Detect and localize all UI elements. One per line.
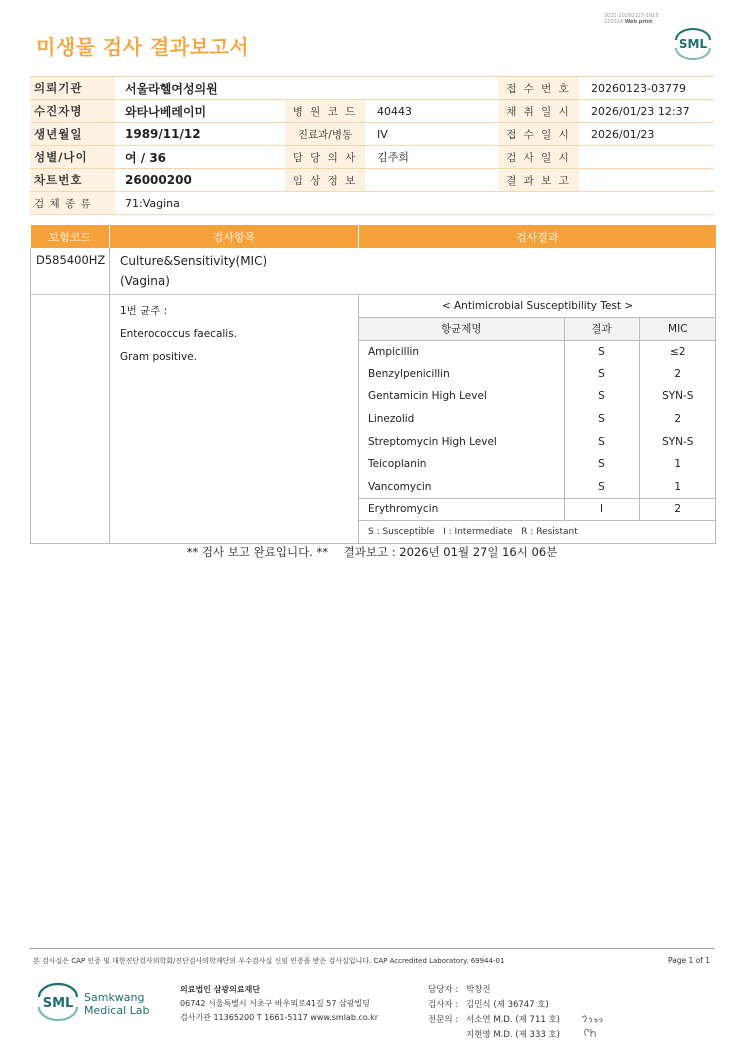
signature-icon: [578, 1010, 608, 1040]
result-report-value: [579, 169, 714, 192]
report-time: 결과보고 : 2026년 01월 27일 16시 06분: [343, 545, 558, 559]
svg-text:SML: SML: [42, 996, 74, 1011]
certification-note: 본 검사실은 CAP 인증 및 대한진단검사의학회/진단검사의학재단의 우수검사실 신임 인증을 받은 검사실입니다. CAP Accredited Laboratory. 69944-01: [33, 957, 505, 965]
web-print-stamp: [604, 13, 659, 25]
ast-row: [359, 476, 716, 499]
lab-name-line2: Medical Lab: [84, 1004, 150, 1017]
department-value: IV: [365, 123, 498, 146]
completion-line: [0, 544, 744, 560]
ast-column-header-row: [359, 317, 716, 340]
result-report-label: 결 과 보 고: [498, 169, 579, 192]
staff-name: 박창진: [466, 985, 491, 995]
ast-mic: 1: [639, 476, 716, 499]
foundation-contact: 검사기관 11365200 T 1661-5117 www.smlab.co.kr: [180, 1013, 379, 1022]
sml-logo-icon: [672, 26, 714, 62]
specimen-value: 71:Vagina: [115, 192, 714, 215]
patient-name-label: 수진자명: [30, 100, 115, 123]
lab-name-line1: Samkwang: [84, 991, 145, 1004]
ast-row: [359, 498, 716, 521]
ast-drug: Vancomycin: [368, 480, 432, 493]
test-result-header: 검사결과: [359, 225, 716, 248]
info-row: [30, 100, 714, 123]
ast-legend: S : Susceptible I : Intermediate R : Resistant: [359, 521, 716, 543]
ast-row: [359, 430, 716, 453]
web-print-code: 220024: [604, 19, 624, 25]
completion-message: ** 검사 보고 완료입니다. **: [186, 545, 328, 559]
ast-row: [359, 453, 716, 476]
insurance-code-header: 보험코드: [31, 225, 110, 248]
ast-row: [359, 408, 716, 431]
results-header-row: [31, 225, 716, 248]
test-date-label: 검 사 일 시: [498, 146, 579, 169]
ast-drug: Ampicillin: [368, 345, 420, 358]
ast-title: < Antimicrobial Susceptibility Test >: [359, 295, 716, 317]
receipt-no-label: 접 수 번 호: [498, 77, 579, 100]
ast-result: S: [564, 340, 639, 363]
organism-label: 1번 균주 :: [120, 305, 168, 317]
ast-result: I: [564, 498, 639, 521]
sex-age-label: 성별/나이: [30, 146, 115, 169]
staff-role: 검사자 :: [428, 1000, 459, 1010]
receipt-date-label: 접 수 일 시: [498, 123, 579, 146]
clinical-info-label: 임 상 정 보: [285, 169, 365, 192]
ast-result: S: [564, 453, 639, 476]
ast-col-mic: MIC: [639, 317, 716, 340]
staff-name: 지현영 M.D. (제 333 호): [466, 1030, 561, 1040]
birth-date-value: 1989/11/12: [115, 123, 285, 146]
staff-row: [428, 1028, 560, 1043]
ast-title-row: [359, 295, 716, 317]
ast-drug: Teicoplanin: [368, 458, 427, 471]
svg-text:SML: SML: [678, 37, 708, 51]
ast-mic: 2: [639, 408, 716, 431]
organism-gram: Gram positive.: [120, 351, 197, 363]
ast-mic: SYN-S: [639, 385, 716, 408]
requesting-institution-value: 서울라헬여성의원: [115, 77, 498, 100]
organism-cell: [110, 295, 359, 544]
info-row: [30, 77, 714, 100]
results-table: [30, 225, 716, 544]
receipt-no-value: 20260123-03779: [579, 77, 714, 100]
ast-result: S: [564, 476, 639, 499]
staff-name: 서소연 M.D. (제 711 호): [466, 1015, 561, 1025]
staff-list: [428, 983, 560, 1043]
test-code: D585400HZ: [31, 248, 110, 295]
ast-drug: Linezolid: [368, 413, 415, 426]
ast-cell: [359, 295, 716, 544]
report-title: 미생물 검사 결과보고서: [36, 35, 250, 59]
test-date-value: [579, 146, 714, 169]
info-row: [30, 169, 714, 192]
clinical-info-value: [365, 169, 498, 192]
collection-datetime-label: 채 취 일 시: [498, 100, 579, 123]
staff-row: [428, 998, 560, 1013]
requesting-institution-label: 의뢰기관: [30, 77, 115, 100]
ast-row: [359, 385, 716, 408]
foundation-name: 의료법인 삼광의료재단: [180, 985, 261, 994]
ast-legend-row: [359, 521, 716, 543]
ast-mic: 2: [639, 498, 716, 521]
test-name-cell: [110, 248, 716, 295]
staff-row: [428, 1013, 560, 1028]
ast-row: [359, 340, 716, 363]
ast-result: S: [564, 430, 639, 453]
footer-divider: [30, 948, 714, 949]
doctor-label: 담 당 의 사: [285, 146, 365, 169]
sex-age-value: 여 / 36: [115, 146, 285, 169]
page-number: Page 1 of 1: [668, 956, 711, 965]
ast-mic: ≤2: [639, 340, 716, 363]
test-item-header: 검사항목: [110, 225, 359, 248]
organism-name: Enterococcus faecalis.: [120, 328, 238, 340]
staff-role: 전문의 :: [428, 1015, 459, 1025]
info-row: [30, 146, 714, 169]
staff-name: 김민식 (제 36747 호): [466, 1000, 549, 1010]
test-name: Culture&Sensitivity(MIC): [120, 254, 268, 268]
collection-datetime-value: 2026/01/23 12:37: [579, 100, 714, 123]
ast-drug: Gentamicin High Level: [368, 390, 487, 403]
organism-row: [31, 295, 716, 544]
chart-no-value: 26000200: [115, 169, 285, 192]
test-specimen: (Vagina): [120, 274, 170, 288]
ast-table: [359, 295, 716, 543]
web-print-id: 3022-20260127-1615: [604, 13, 659, 19]
ast-mic: 2: [639, 363, 716, 386]
chart-no-label: 차트번호: [30, 169, 115, 192]
ast-drug: Erythromycin: [359, 498, 564, 521]
foundation-info: [180, 983, 378, 1025]
ast-mic: SYN-S: [639, 430, 716, 453]
info-row: [30, 123, 714, 146]
foundation-address: 06742 서울특별시 서초구 바우뫼로41길 57 삼광빌딩: [180, 999, 370, 1008]
ast-result: S: [564, 408, 639, 431]
lab-name: [84, 991, 150, 1017]
sml-logo-icon: [36, 980, 80, 1024]
hospital-code-label: 병 원 코 드: [285, 100, 365, 123]
ast-drug: Benzylpenicillin: [368, 367, 450, 380]
ast-col-drug: 항균제명: [359, 317, 564, 340]
doctor-value: 김주희: [365, 146, 498, 169]
ast-result: S: [564, 385, 639, 408]
empty-code-cell: [31, 295, 110, 544]
patient-info-table: [30, 76, 714, 215]
receipt-date-value: 2026/01/23: [579, 123, 714, 146]
department-label: 진료과/병동: [285, 123, 365, 146]
birth-date-label: 생년월일: [30, 123, 115, 146]
staff-row: [428, 983, 560, 998]
hospital-code-value: 40443: [365, 100, 498, 123]
ast-drug: Streptomycin High Level: [368, 435, 497, 448]
info-row: [30, 192, 714, 215]
ast-mic: 1: [639, 453, 716, 476]
ast-result: S: [564, 363, 639, 386]
specimen-label: 검 체 종 류: [30, 192, 115, 215]
ast-row: [359, 363, 716, 386]
patient-name-value: 와타나베레이미: [115, 100, 285, 123]
web-print-label: Web print: [624, 19, 653, 25]
test-row: [31, 248, 716, 295]
staff-role: 담당자 :: [428, 985, 459, 995]
ast-col-result: 결과: [564, 317, 639, 340]
